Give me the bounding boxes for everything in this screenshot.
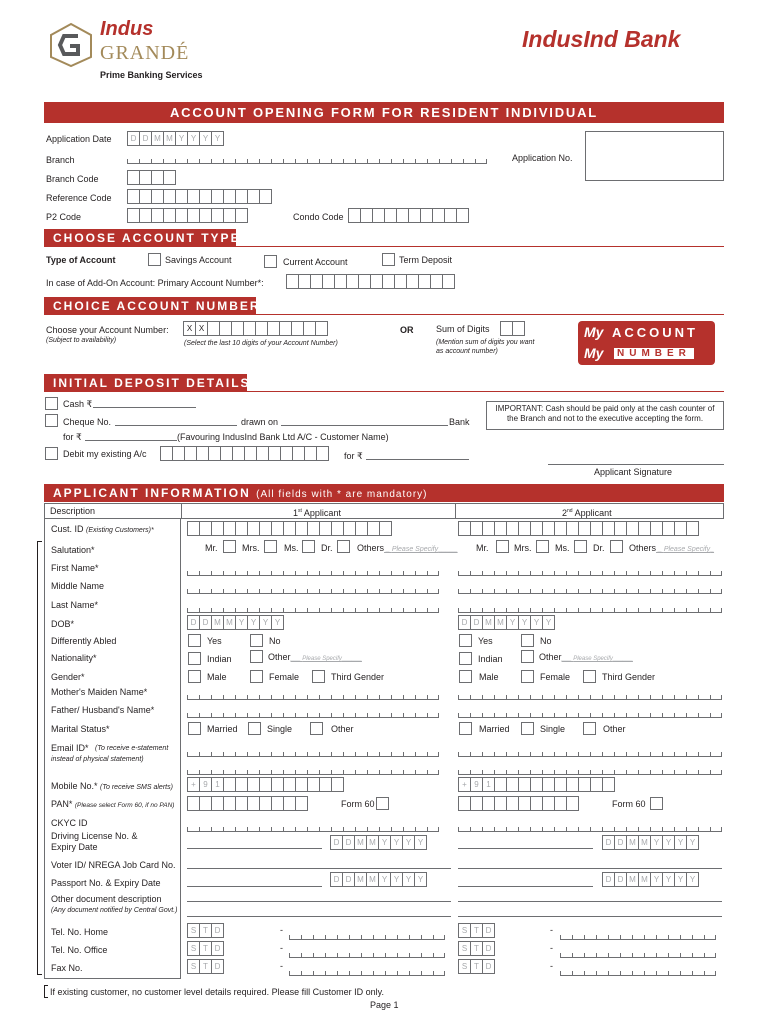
other-doc-note: (Any document notified by Central Govt.): [51, 907, 178, 914]
a1-last-name-field[interactable]: [187, 608, 439, 613]
application-date-cells[interactable]: [127, 131, 223, 146]
date-cell[interactable]: Y: [211, 131, 224, 146]
a2-tel-dash: -: [550, 925, 553, 935]
a2-dr-checkbox[interactable]: [610, 540, 623, 553]
a1-other-doc-line[interactable]: [187, 901, 451, 902]
application-no-box[interactable]: [585, 131, 724, 181]
mention-note: (Mention sum of digits you want: [436, 339, 535, 346]
logo-tagline: Prime Banking Services: [100, 70, 203, 80]
a2-other-doc-line[interactable]: [458, 901, 722, 902]
tel-home-label: Tel. No. Home: [51, 927, 109, 937]
a1-ckyc-field[interactable]: [187, 827, 439, 832]
a2-mr-checkbox[interactable]: [496, 540, 509, 553]
a1-passport-line[interactable]: [187, 886, 322, 887]
a2-cust-id-cells[interactable]: [458, 521, 698, 536]
savings-account-label: Savings Account: [165, 255, 232, 265]
a2-office-dash: -: [550, 943, 553, 953]
subject-note: (Subject to availability): [46, 337, 117, 344]
a2-voter-line[interactable]: [458, 868, 722, 869]
for-amount-label: for ₹: [63, 432, 82, 442]
a2-female-checkbox[interactable]: [521, 670, 534, 683]
savings-account-checkbox[interactable]: [148, 253, 161, 266]
a1-mr-label: Mr.: [205, 543, 218, 553]
a1-male-checkbox[interactable]: [188, 670, 201, 683]
a1-indian-checkbox[interactable]: [188, 652, 201, 665]
application-no-label: Application No.: [512, 153, 573, 163]
a1-no-label: No: [269, 636, 281, 646]
a1-fax-dash: -: [280, 961, 283, 971]
a1-father-field[interactable]: [187, 713, 439, 718]
signature-line[interactable]: [548, 464, 724, 465]
a2-male-label: Male: [479, 672, 499, 682]
applicant-title: APPLICANT INFORMATION: [53, 486, 251, 500]
date-cell[interactable]: D: [127, 131, 140, 146]
debit-account-cells[interactable]: [160, 446, 328, 461]
mother-name-label: Mother's Maiden Name*: [51, 687, 148, 697]
a2-fax-cells[interactable]: S T D: [458, 959, 494, 974]
branch-code-cells[interactable]: [127, 170, 175, 185]
date-cell[interactable]: Y: [187, 131, 200, 146]
a1-form60-label: Form 60: [341, 799, 375, 809]
a2-indian-checkbox[interactable]: [459, 652, 472, 665]
date-cell[interactable]: Y: [199, 131, 212, 146]
a1-yes-label: Yes: [207, 636, 222, 646]
a2-father-field[interactable]: [458, 713, 722, 718]
a2-fax-field[interactable]: [560, 971, 716, 976]
a2-yes-label: Yes: [478, 636, 493, 646]
a2-third-checkbox[interactable]: [583, 670, 596, 683]
father-name-label: Father/ Husband's Name*: [51, 705, 155, 715]
voter-id-label: Voter ID/ NREGA Job Card No.: [51, 860, 176, 870]
reference-code-label: Reference Code: [46, 193, 112, 203]
a2-middle-name-field[interactable]: [458, 589, 722, 594]
date-cell[interactable]: M: [163, 131, 176, 146]
a2-ckyc-field[interactable]: [458, 827, 722, 832]
a1-mobile-cells[interactable]: + 9 1: [187, 777, 343, 792]
a1-form60-checkbox[interactable]: [376, 797, 389, 810]
or-label: OR: [400, 325, 414, 335]
favouring-note: (Favouring IndusInd Bank Ltd A/C - Customer Name): [177, 432, 389, 442]
other-doc-label: Other document description: [51, 894, 162, 904]
driving-license-label-2: Expiry Date: [51, 842, 98, 852]
a2-dr-label: Dr.: [593, 543, 605, 553]
type-of-account-label: Type of Account: [46, 255, 116, 265]
a1-email-field-2[interactable]: [187, 770, 439, 775]
applicant-table-header: [44, 503, 724, 519]
a1-indian-label: Indian: [207, 654, 232, 664]
a2-married-checkbox[interactable]: [459, 722, 472, 735]
a1-pan-cells[interactable]: [187, 796, 307, 811]
section-account-type-header: CHOOSE ACCOUNT TYPE: [44, 229, 236, 247]
a2-other-nat-label: Other___ Please Specify______: [539, 652, 633, 662]
debit-amount-line[interactable]: [366, 459, 469, 460]
cheque-label: Cheque No.: [63, 417, 112, 427]
a1-email-field[interactable]: [187, 752, 439, 757]
email-note-2: instead of physical statement): [51, 756, 144, 763]
logo-grande-text: GRANDÉ: [100, 42, 190, 64]
a1-married-checkbox[interactable]: [188, 722, 201, 735]
choice-number-cells[interactable]: X X: [183, 321, 327, 336]
condo-code-cells[interactable]: [348, 208, 468, 223]
section-choice-number-header: CHOICE ACCOUNT NUMBER: [44, 297, 256, 315]
a1-mrs-label: Mrs.: [242, 543, 260, 553]
a1-third-label: Third Gender: [331, 672, 385, 682]
a2-other-marital-label: Other: [603, 724, 626, 734]
a2-other-doc-line-2[interactable]: [458, 916, 722, 917]
ckyc-label: CKYC ID: [51, 818, 88, 828]
a1-voter-line[interactable]: [187, 868, 451, 869]
email-note: (To receive e-statement: [95, 745, 169, 752]
differently-abled-label: Differently Abled: [51, 636, 117, 646]
for-amount-line[interactable]: [85, 440, 177, 441]
a1-dl-expiry-cells[interactable]: D D M M Y Y Y Y: [330, 835, 426, 850]
a2-indian-label: Indian: [478, 654, 503, 664]
select-hint: (Select the last 10 digits of your Account Number): [184, 340, 338, 347]
a1-married-label: Married: [207, 724, 238, 734]
logo-indus-text: Indus: [100, 18, 154, 40]
choose-number-label: Choose your Account Number:: [46, 325, 169, 335]
a1-others-label: Others _ Please Specify_____: [357, 543, 458, 553]
section-deposit-header: INITIAL DEPOSIT DETAILS: [44, 374, 247, 392]
a1-tel-office-cells[interactable]: S T D: [187, 941, 223, 956]
a2-ms-label: Ms.: [555, 543, 570, 553]
applicant-signature-label: Applicant Signature: [594, 467, 673, 477]
drawn-on-line[interactable]: [281, 425, 448, 426]
cash-amount-line[interactable]: [93, 407, 196, 408]
a1-dr-label: Dr.: [321, 543, 333, 553]
a1-third-checkbox[interactable]: [312, 670, 325, 683]
a2-mrs-label: Mrs.: [514, 543, 532, 553]
drawn-on-label: drawn on: [241, 417, 279, 427]
a2-male-checkbox[interactable]: [459, 670, 472, 683]
a2-tel-office-field[interactable]: [560, 953, 716, 958]
fax-label: Fax No.: [51, 963, 83, 973]
applicant-subtitle: (All fields with * are mandatory): [256, 489, 428, 500]
mobile-label: Mobile No.* (To receive SMS alerts): [51, 781, 173, 791]
a2-diff-yes-checkbox[interactable]: [459, 634, 472, 647]
a2-tel-office-cells[interactable]: S T D: [458, 941, 494, 956]
pan-label: PAN* (Please select Form 60, if no PAN): [51, 799, 175, 809]
middle-name-label: Middle Name: [51, 581, 105, 591]
a1-ms-label: Ms.: [284, 543, 299, 553]
a1-fax-cells[interactable]: S T D: [187, 959, 223, 974]
form-title: ACCOUNT OPENING FORM FOR RESIDENT INDIVIDUAL: [44, 102, 724, 123]
a2-third-label: Third Gender: [602, 672, 656, 682]
bank-label: Bank: [449, 417, 470, 427]
my-account-number-badge: My ACCOUNT My NUMBER: [578, 321, 715, 365]
branch-code-label: Branch Code: [46, 174, 99, 184]
a2-pan-cells[interactable]: [458, 796, 578, 811]
a1-cust-id-cells[interactable]: [187, 521, 391, 536]
current-account-checkbox[interactable]: [264, 255, 277, 268]
first-name-label: First Name*: [51, 563, 99, 573]
for-debit-label: for ₹: [344, 451, 363, 461]
cash-checkbox[interactable]: [45, 397, 58, 410]
a1-dob-cells[interactable]: D D M M Y Y Y Y: [187, 615, 283, 630]
a2-dl-expiry-cells[interactable]: D D M M Y Y Y Y: [602, 835, 698, 850]
indus-grande-logo: [48, 20, 228, 86]
a2-other-nat-checkbox[interactable]: [521, 650, 534, 663]
email-label: Email ID*: [51, 743, 89, 753]
reference-code-cells[interactable]: [127, 189, 271, 204]
a1-mrs-checkbox[interactable]: [264, 540, 277, 553]
branch-label: Branch: [46, 155, 75, 165]
a1-other-marital-checkbox[interactable]: [310, 722, 323, 735]
a2-fax-dash: -: [550, 961, 553, 971]
a2-passport-line[interactable]: [458, 886, 593, 887]
marital-status-label: Marital Status*: [51, 724, 110, 734]
a1-mr-checkbox[interactable]: [223, 540, 236, 553]
nationality-label: Nationality*: [51, 653, 97, 663]
section-applicant-header: [44, 484, 724, 502]
a2-ms-checkbox[interactable]: [574, 540, 587, 553]
sum-digits-label: Sum of Digits: [436, 324, 490, 334]
driving-license-label: Driving License No. &: [51, 831, 138, 841]
term-deposit-label: Term Deposit: [399, 255, 453, 265]
important-note: IMPORTANT: Cash should be paid only at the cash counter of the Branch and not to the executive accepting the form.: [486, 401, 724, 430]
debit-existing-checkbox[interactable]: [45, 447, 58, 460]
gender-label: Gender*: [51, 672, 85, 682]
a1-tel-home-cells[interactable]: S T D: [187, 923, 223, 938]
a2-first-name-field[interactable]: [458, 571, 722, 576]
description-col: Description: [50, 506, 96, 516]
term-deposit-checkbox[interactable]: [382, 253, 395, 266]
a2-no-label: No: [540, 636, 552, 646]
primary-account-cells[interactable]: [286, 274, 454, 289]
a1-other-doc-line-2[interactable]: [187, 916, 451, 917]
a1-other-marital-label: Other: [331, 724, 354, 734]
a1-tel-home-field[interactable]: [289, 935, 445, 940]
a1-other-nat-label: Other___ Please Specify______: [268, 652, 362, 662]
cheque-no-line[interactable]: [115, 425, 237, 426]
a1-other-nat-checkbox[interactable]: [250, 650, 263, 663]
a2-email-field-2[interactable]: [458, 770, 722, 775]
date-cell[interactable]: M: [151, 131, 164, 146]
a2-mother-field[interactable]: [458, 695, 722, 700]
a2-single-checkbox[interactable]: [521, 722, 534, 735]
a2-dl-line[interactable]: [458, 848, 593, 849]
a2-female-label: Female: [540, 672, 571, 682]
a1-dr-checkbox[interactable]: [337, 540, 350, 553]
salutation-label: Salutation*: [51, 545, 95, 555]
a1-office-dash: -: [280, 943, 283, 953]
footer-note: If existing customer, no customer level details required. Please fill Customer ID only.: [50, 987, 384, 997]
condo-code-label: Condo Code: [293, 212, 344, 222]
a2-others-label: Others _ Please Specify_: [629, 543, 715, 553]
mention-note-2: as account number): [436, 348, 498, 355]
indusind-bank-logo: IndusInd Bank: [522, 26, 681, 52]
a2-mobile-cells[interactable]: + 9 1: [458, 777, 614, 792]
passport-label: Passport No. & Expiry Date: [51, 878, 161, 888]
a1-diff-yes-checkbox[interactable]: [188, 634, 201, 647]
addon-label: In case of Add-On Account: Primary Account Number*:: [46, 278, 264, 288]
a1-diff-no-checkbox[interactable]: [250, 634, 263, 647]
date-cell[interactable]: D: [139, 131, 152, 146]
a1-male-label: Male: [207, 672, 227, 682]
p2-code-label: P2 Code: [46, 212, 82, 222]
sum-digits-cells[interactable]: [500, 321, 524, 336]
current-account-label: Current Account: [283, 257, 348, 267]
application-date-label: Application Date: [46, 134, 112, 144]
a2-form60-label: Form 60: [612, 799, 646, 809]
grande-emblem-icon: [48, 22, 94, 68]
a1-single-checkbox[interactable]: [248, 722, 261, 735]
tel-office-label: Tel. No. Office: [51, 945, 108, 955]
a2-tel-home-cells[interactable]: S T D: [458, 923, 494, 938]
a2-single-label: Single: [540, 724, 566, 734]
a2-married-label: Married: [479, 724, 510, 734]
branch-field[interactable]: [127, 159, 487, 164]
a2-dob-cells[interactable]: D D M M Y Y Y Y: [458, 615, 554, 630]
page-number: Page 1: [370, 1000, 399, 1010]
a1-female-label: Female: [269, 672, 300, 682]
a1-passport-expiry-cells[interactable]: D D M M Y Y Y Y: [330, 872, 426, 887]
second-applicant-col: 2nd Applicant: [562, 508, 612, 518]
a1-tel-office-field[interactable]: [289, 953, 445, 958]
a2-tel-home-field[interactable]: [560, 935, 716, 940]
debit-label: Debit my existing A/c: [63, 449, 147, 459]
cust-id-label: Cust. ID (Existing Customers)*: [51, 524, 154, 534]
a1-tel-dash: -: [280, 925, 283, 935]
p2-code-cells[interactable]: [127, 208, 247, 223]
a1-ms-checkbox[interactable]: [302, 540, 315, 553]
dob-label: DOB*: [51, 619, 75, 629]
a1-fax-field[interactable]: [289, 971, 445, 976]
a2-other-marital-checkbox[interactable]: [583, 722, 596, 735]
a2-passport-expiry-cells[interactable]: D D M M Y Y Y Y: [602, 872, 698, 887]
a1-dl-line[interactable]: [187, 848, 322, 849]
a2-email-field[interactable]: [458, 752, 722, 757]
a2-diff-no-checkbox[interactable]: [521, 634, 534, 647]
a1-single-label: Single: [267, 724, 293, 734]
a1-female-checkbox[interactable]: [250, 670, 263, 683]
a2-mr-label: Mr.: [476, 543, 489, 553]
last-name-label: Last Name*: [51, 600, 99, 610]
a2-mrs-checkbox[interactable]: [536, 540, 549, 553]
a1-first-name-field[interactable]: [187, 571, 439, 576]
a2-last-name-field[interactable]: [458, 608, 722, 613]
a2-form60-checkbox[interactable]: [650, 797, 663, 810]
first-applicant-col: 1st Applicant: [293, 508, 341, 518]
a1-mother-field[interactable]: [187, 695, 439, 700]
cheque-checkbox[interactable]: [45, 414, 58, 427]
date-cell[interactable]: Y: [175, 131, 188, 146]
a1-middle-name-field[interactable]: [187, 589, 439, 594]
cash-label: Cash ₹: [63, 399, 93, 409]
